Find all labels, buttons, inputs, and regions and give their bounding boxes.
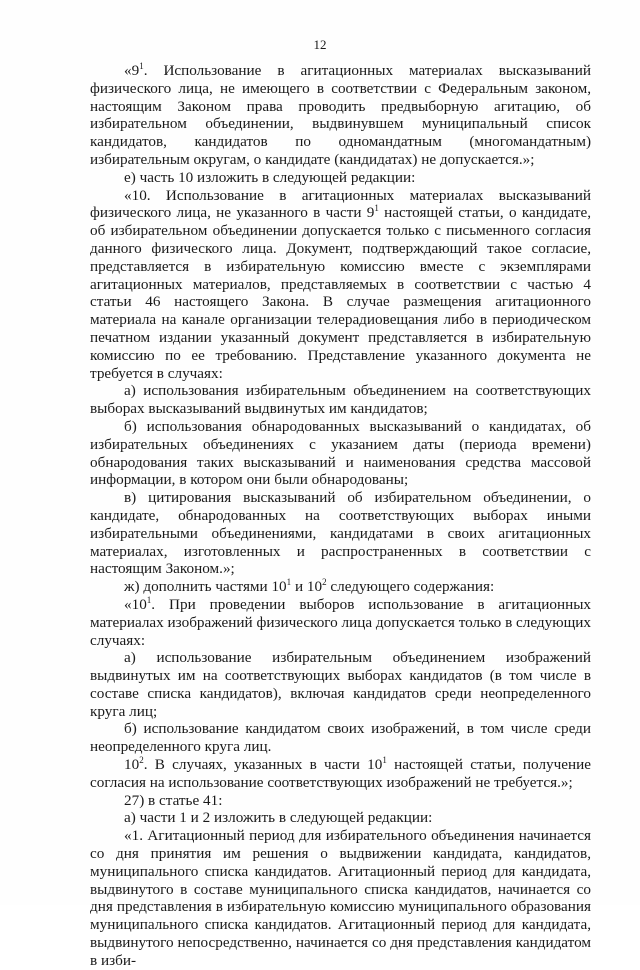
superscript: 1	[146, 594, 152, 605]
paragraph	[90, 187, 591, 383]
paragraph	[90, 792, 591, 810]
text-run: и 10	[291, 578, 323, 596]
page-number: 12	[313, 37, 327, 52]
paragraph	[90, 169, 591, 187]
superscript: 1	[374, 203, 379, 214]
superscript: 1	[139, 61, 144, 71]
superscript: 1	[382, 755, 387, 766]
paragraph	[90, 756, 591, 792]
text-run: б) использования обнародованных высказываний о кандидатах, об избирательных объединениях с указанием даты (периода времени) обнародования таких высказываний и наименования средства массовой информации, в котором они были обнародованы;	[90, 417, 591, 489]
paragraph	[90, 489, 591, 578]
superscript: 1	[286, 577, 292, 588]
text-run: «10. Использование в агитационных материалах высказываний физического лица, не указанного в части 9	[90, 186, 591, 222]
paragraph	[90, 62, 591, 169]
text-run: а) части 1 и 2 изложить в следующей редакции:	[124, 809, 433, 827]
superscript: 2	[322, 577, 327, 588]
document-body	[90, 62, 591, 970]
text-run: настоящей статьи, получение согласия на использование соответствующих изображений не требуется.»;	[90, 756, 591, 791]
text-run: ж) дополнить частями 10	[124, 578, 287, 596]
paragraph	[90, 809, 591, 827]
text-run: настоящей статьи, о кандидате, об избирательном объединении допускается только с письменного согласия данного физического лица. Документ, подтверждающий такое согласие, представляется в избирательную комиссию вместе с экземплярами агитационных материалов, представляемых в соответствии с частью 4 статьи 46 настоящего Закона. В случае размещения агитационного материала на канале организации телерадиовещания либо в периодическом печатном издании указанный документ представляется в избирательную комиссию по ее требованию. Представление указанного документа не требуется в случаях:	[90, 204, 591, 382]
text-run: «1. Агитационный период для избирательного объединения начинается со дня принятия им решения о выдвижении кандидата, кандидатов, муниципального списка кандидатов. Агитационный период для кандидата, выдвинутого в составе муниципального списка кандидатов, начинается со дня представления в избирательную комиссию муниципального образования муниципального списка кандидатов. Агитационный период для кандидата, выдвинутого непосредственно, начинается со дня представления кандидатом в изби-	[90, 827, 591, 969]
text-run: а) использование избирательным объединением изображений выдвинутых им на соответствующих выборах кандидатов (в том числе в составе списка кандидатов), включая кандидатов среди неопределенного круга лиц;	[90, 649, 591, 720]
paragraph	[90, 418, 591, 489]
text-run: . При проведении выборов использование в агитационных материалах изображений физического лица допускается только в следующих случаях:	[90, 595, 591, 649]
text-run: а) использования избирательным объединением на соответствующих выборах высказываний выдвинутых им кандидатов;	[90, 382, 591, 418]
paragraph	[90, 649, 591, 720]
text-run: е) часть 10 изложить в следующей редакции:	[124, 168, 416, 186]
text-run: в) цитирования высказываний об избирательном объединении, о кандидате, обнародованных на соответствующих выборах иными избирательными объединениями, кандидатами в своих агитационных материалах, изготовленных и распространенных в соответствии с настоящим Законом.»;	[90, 489, 591, 578]
text-run: следующего содержания:	[326, 578, 495, 596]
paragraph	[90, 720, 591, 756]
text-run: б) использование кандидатом своих изображений, в том числе среди неопределенного круга лиц.	[90, 720, 591, 756]
text-run: «9	[124, 62, 140, 79]
paragraph	[90, 827, 591, 969]
paragraph	[90, 382, 591, 418]
text-run: 27) в статье 41:	[124, 791, 223, 809]
text-run: «10	[124, 595, 147, 613]
superscript: 2	[139, 755, 144, 766]
paragraph	[90, 596, 591, 649]
text-run: . Использование в агитационных материалах высказываний физического лица, не имеющего в соответствии с Федеральным законом, настоящим Законом права проводить предвыборную агитацию, об избирательном объединении, выдвинувшем муниципальный список кандидатов, кандидатов по одномандатным (многомандатным) избирательным округам, о кандидате (кандидатах) не допускается.»;	[90, 62, 591, 168]
text-run: . В случаях, указанных в части 10	[143, 756, 383, 774]
paragraph	[90, 578, 591, 596]
text-run: 10	[124, 756, 140, 774]
